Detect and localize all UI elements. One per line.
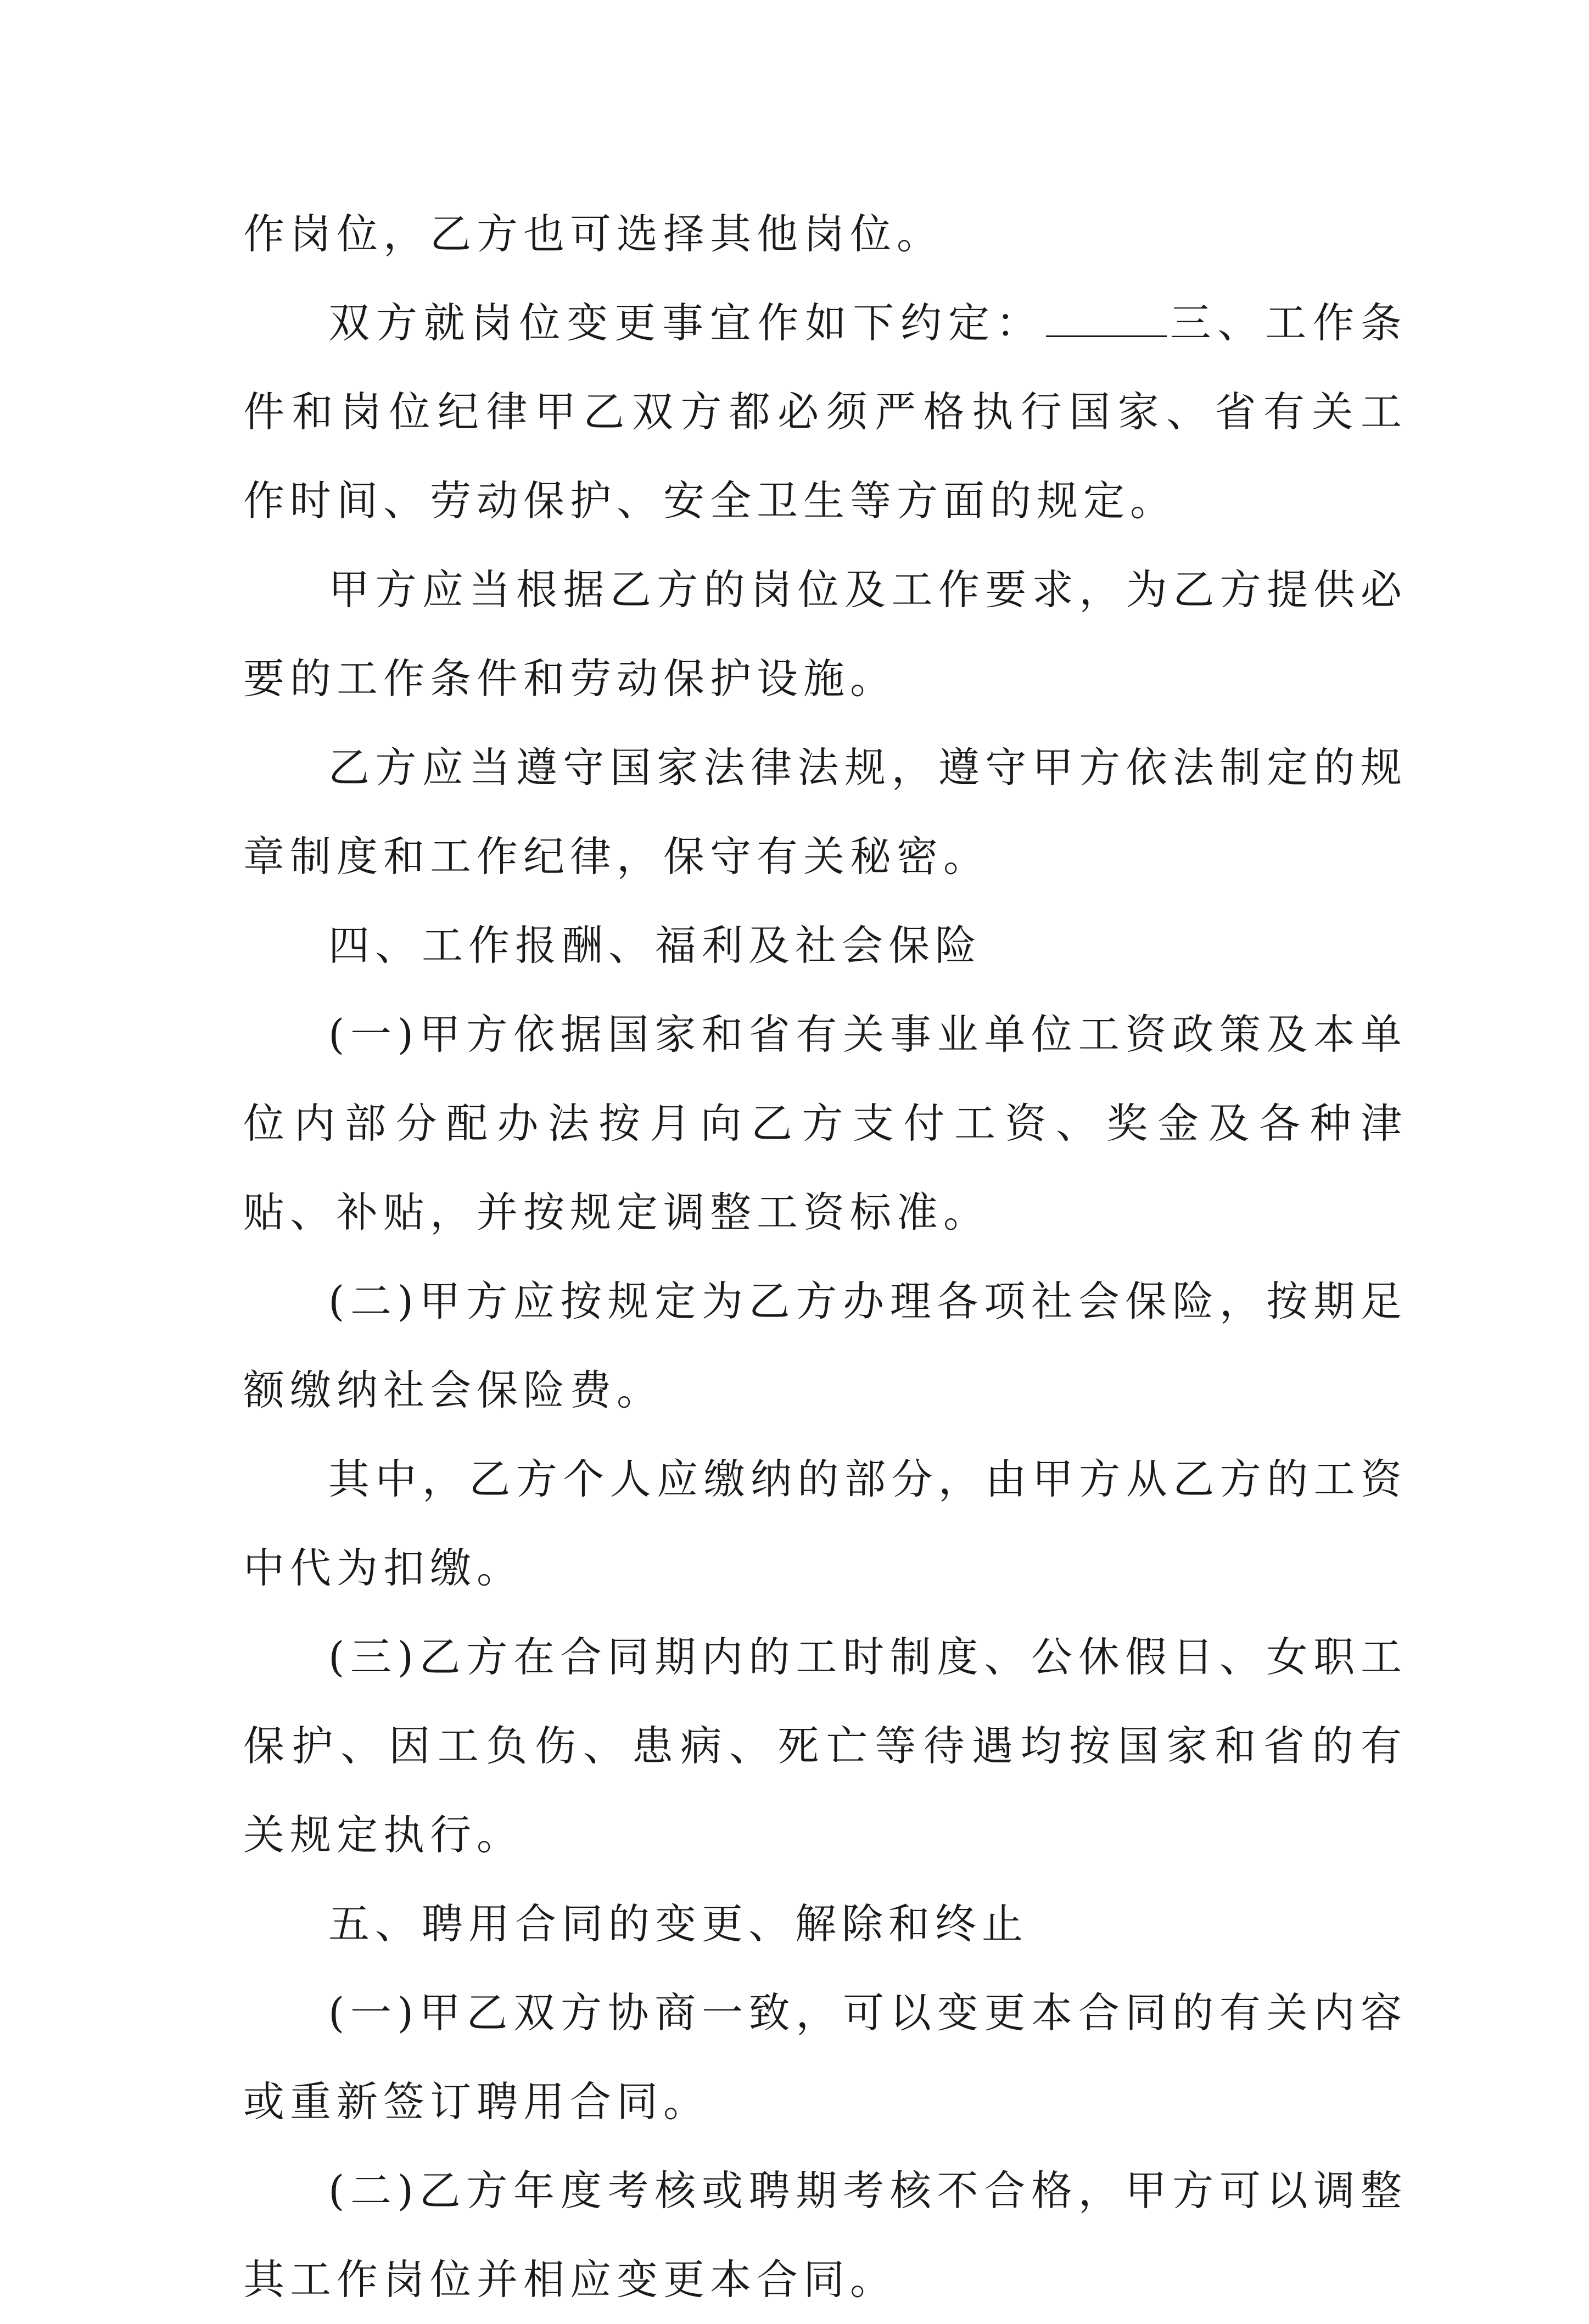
- paragraph-7: (二)甲方应按规定为乙方办理各项社会保险，按期足额缴纳社会保险费。: [243, 1277, 1407, 1414]
- section-heading-4: 四、工作报酬、福利及社会保险: [328, 921, 982, 970]
- paragraph-4: 乙方应当遵守国家法律法规，遵守甲方依法制定的规章制度和工作纪律，保守有关秘密。: [243, 743, 1407, 881]
- paragraph-2-tail: 三、工作条件和岗位纪律甲乙双方都必须严格执行国家、省有关工作时间、劳动保护、安全卫生等方面的规定。: [243, 299, 1407, 525]
- paragraph-1: 作岗位，乙方也可选择其他岗位。: [243, 210, 944, 258]
- paragraph-8: 其中，乙方个人应缴纳的部分，由甲方从乙方的工资中代为扣缴。: [243, 1455, 1407, 1592]
- document-body: [243, 189, 1407, 2324]
- paragraph-11: (一)甲乙双方协商一致，可以变更本合同的有关内容或重新签订聘用合同。: [243, 1989, 1407, 2126]
- paragraph-2: [243, 278, 1407, 545]
- paragraph-3: 甲方应当根据乙方的岗位及工作要求，为乙方提供必要的工作条件和劳动保护设施。: [243, 565, 1407, 703]
- paragraph-6: (一)甲方依据国家和省有关事业单位工资政策及本单位内部分配办法按月向乙方支付工资、奖金及各种津贴、补贴，并按规定调整工资标准。: [243, 1010, 1407, 1236]
- paragraph-12: (二)乙方年度考核或聘期考核不合格，甲方可以调整其工作岗位并相应变更本合同。: [243, 2166, 1407, 2304]
- paragraph-2-lead: 双方就岗位变更事宜作如下约定：: [328, 299, 1044, 347]
- section-heading-5: 五、聘用合同的变更、解除和终止: [328, 1900, 1029, 1948]
- fill-in-blank[interactable]: [1046, 303, 1167, 337]
- paragraph-9: (三)乙方在合同期内的工时制度、公休假日、女职工保护、因工负伤、患病、死亡等待遇均按国家和省的有关规定执行。: [243, 1633, 1407, 1859]
